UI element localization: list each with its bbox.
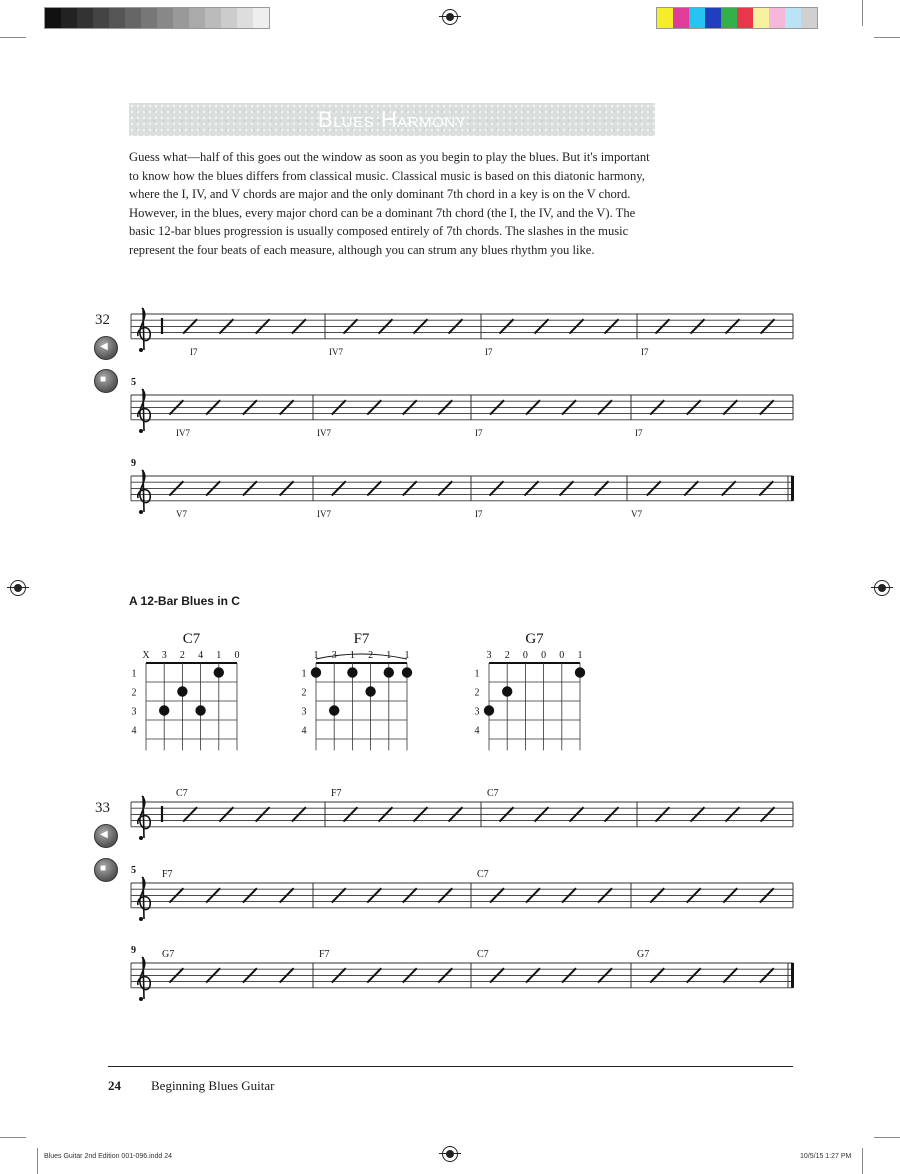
finger-number: 3: [331, 650, 337, 661]
fret-number: 4: [474, 725, 480, 737]
staff-system: [131, 865, 793, 921]
chord-symbol: G7: [162, 949, 175, 960]
measure-number: 5: [131, 865, 136, 876]
finger-number: 2: [504, 650, 510, 661]
chord-name: F7: [353, 631, 370, 647]
staff-system: [131, 788, 793, 840]
video-camera-icon[interactable]: ■: [94, 858, 118, 882]
track-number-32: 32: [95, 312, 110, 328]
section-heading: A 12-Bar Blues in C: [129, 594, 240, 608]
chord-symbol: IV7: [329, 346, 343, 357]
speaker-icon[interactable]: ◀: [94, 824, 118, 848]
chord-symbol: I7: [475, 427, 483, 438]
finger-number: 4: [198, 650, 204, 661]
chord-symbol: C7: [477, 949, 489, 960]
measure-number: 5: [131, 377, 136, 388]
intro-text: Guess what—half of this goes out the window as soon as you begin to play the blues. But it's important to know how the blues differs from classical music. Classical music is based on this diatonic harmony, where the I, IV, and V chords are major and the only dominant 7th chord in a key is on the V chord. However, in the blues, every major chord can be a dominant 7th chord (the I, the IV, and the V). The basic 12-bar blues progression is usually composed entirely of 7th chords. The slashes in the music represent the four beats of each measure, although you can strum any blues rhythm you like.: [129, 150, 650, 257]
chord-symbol: I7: [641, 346, 649, 357]
finger-number: 0: [522, 650, 528, 661]
chord-symbol: I7: [475, 508, 483, 519]
slug-file: Blues Guitar 2nd Edition 001-096.indd 24: [44, 1153, 173, 1160]
clef-dot: [139, 997, 143, 1001]
chord-symbol: IV7: [176, 427, 190, 438]
chord-symbol: V7: [176, 508, 187, 519]
chord-symbol: F7: [162, 869, 173, 880]
measure-number: 9: [131, 945, 136, 956]
treble-clef: [138, 877, 150, 921]
finger-number: 1: [216, 650, 222, 661]
chord-symbol: I7: [485, 346, 493, 357]
clef-dot: [139, 917, 143, 921]
fret-number: 4: [301, 725, 307, 737]
video-camera-icon[interactable]: ■: [94, 369, 118, 393]
finger-number: 0: [559, 650, 565, 661]
chord-symbol: C7: [487, 788, 499, 799]
finger-number: 1: [404, 650, 410, 661]
fret-number: 1: [474, 668, 480, 680]
finger-number: 1: [386, 650, 392, 661]
fret-number: 3: [301, 706, 307, 718]
fret-number: 3: [474, 706, 480, 718]
fret-number: 3: [131, 706, 137, 718]
finger-number: 1: [313, 650, 319, 661]
clef-dot: [139, 836, 143, 840]
fret-number: 2: [301, 687, 307, 699]
book-title: Beginning Blues Guitar: [151, 1078, 275, 1093]
finger-number: 3: [486, 650, 492, 661]
treble-clef: [138, 796, 150, 840]
chord-name: G7: [525, 631, 544, 647]
fret-number: 2: [474, 687, 480, 699]
chord-symbol: IV7: [317, 427, 331, 438]
finger-number: X: [142, 650, 150, 661]
track-number-33: 33: [95, 800, 110, 816]
finger-number: 3: [161, 650, 167, 661]
finger-number: 1: [349, 650, 355, 661]
footer-rule: [108, 1066, 793, 1067]
finger-number: 2: [368, 650, 374, 661]
speaker-icon[interactable]: ◀: [94, 336, 118, 360]
fret-number: 1: [301, 668, 307, 680]
treble-clef: [138, 957, 150, 1001]
chord-symbol: F7: [331, 788, 342, 799]
chord-symbol: F7: [319, 949, 330, 960]
chord-symbol: IV7: [317, 508, 331, 519]
slug-date: 10/5/15 1:27 PM: [800, 1153, 852, 1160]
chord-symbol: C7: [477, 869, 489, 880]
finger-number: 1: [577, 650, 583, 661]
final-barline-thick: [791, 963, 794, 988]
page-number: 24: [108, 1078, 121, 1093]
measure-number: 9: [131, 458, 136, 469]
chord-symbol: G7: [637, 949, 650, 960]
fret-number: 4: [131, 725, 137, 737]
finger-number: 0: [541, 650, 547, 661]
chord-symbol: V7: [631, 508, 642, 519]
chord-symbol: I7: [635, 427, 643, 438]
fret-number: 2: [131, 687, 137, 699]
staff-system: [131, 945, 794, 1001]
finger-number: 2: [179, 650, 185, 661]
section-title: Blues Harmony: [317, 106, 467, 132]
fret-number: 1: [131, 668, 137, 680]
chord-symbol: I7: [190, 346, 198, 357]
finger-number: 0: [234, 650, 240, 661]
chord-symbol: C7: [176, 788, 188, 799]
chord-name: C7: [182, 631, 201, 647]
